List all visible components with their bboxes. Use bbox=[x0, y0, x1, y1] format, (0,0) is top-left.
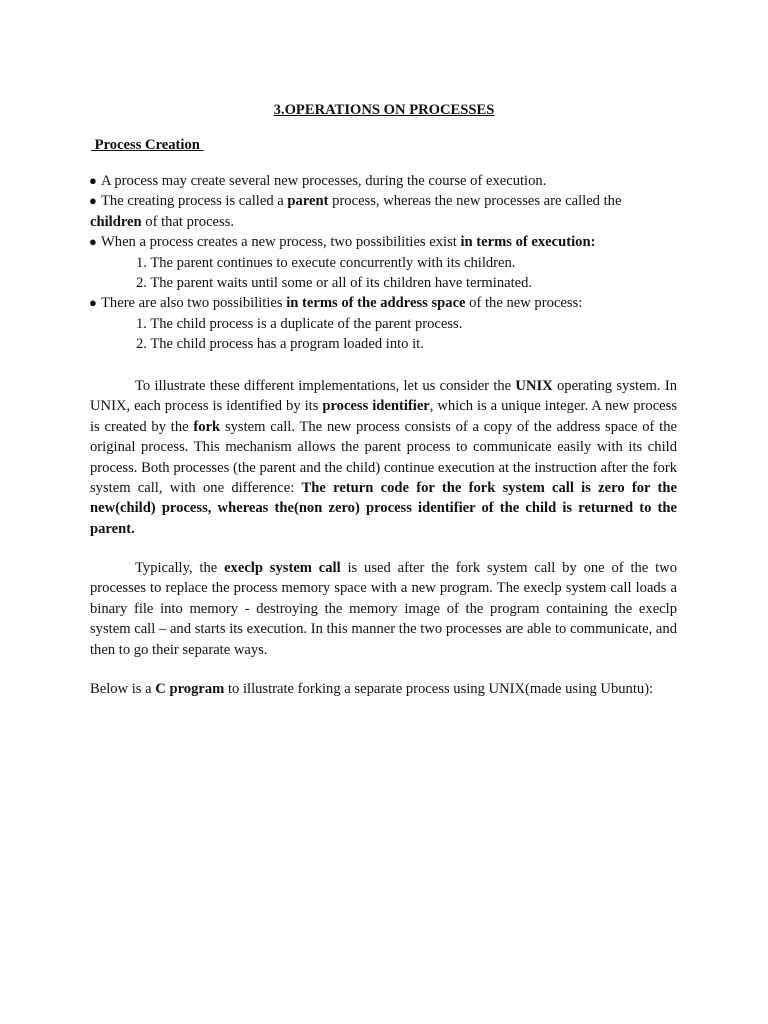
bullet-icon: ● bbox=[89, 234, 97, 250]
sub-item: 2. The child process has a program loaded into it. bbox=[136, 336, 424, 353]
bullet-icon: ● bbox=[89, 295, 97, 311]
bold-term: in terms of the address space bbox=[286, 295, 466, 312]
bullet-item bbox=[89, 171, 689, 191]
bullet-icon: ● bbox=[89, 193, 97, 209]
bullet-text: There are also two possibilities in terms of the address space of the new process: bbox=[101, 295, 583, 312]
bullet-continuation: children of that process. bbox=[90, 213, 235, 230]
bullet-text: A process may create several new processes, during the course of execution. bbox=[101, 173, 547, 189]
sub-item: 2. The parent waits until some or all of its children have terminated. bbox=[136, 275, 533, 292]
page-title: 3.OPERATIONS ON PROCESSES bbox=[273, 102, 495, 118]
bullet-item bbox=[89, 232, 689, 252]
paragraph-unix-fork: To illustrate these different implementations, let us consider the UNIX operating system. In UNIX, each process is identified by its process identifier, which is a unique integer. A new process is created by the fork system call. The new process consists of a copy of the address space of the original process. This mechanism allows the parent process to communicate easily with its child process. Both processes (the parent and the child) continue execution at the instruction after the fork system call, with one difference: The return code for the fork system call is zero for the new(child) process, whereas the(non zero) process identifier of the child is returned to the parent. bbox=[90, 378, 678, 537]
bullet-list bbox=[89, 171, 689, 355]
bold-term: in terms of execution: bbox=[460, 234, 596, 251]
bullet-item bbox=[89, 191, 689, 211]
sub-item: 1. The child process is a duplicate of the parent process. bbox=[136, 315, 463, 332]
bullet-icon: ● bbox=[89, 173, 97, 188]
bullet-item bbox=[89, 293, 689, 313]
bold-term: children bbox=[90, 213, 142, 230]
section-heading: Process Creation bbox=[91, 137, 204, 153]
paragraph-execlp: Typically, the execlp system call is used after the fork system call by one of the two processes to replace the process memory space with a new program. The execlp system call loads a binary file into memory - destroying the memory image of the program containing the execlp system call – and starts its execution. In this manner the two processes are able to communicate, and then to go their separate ways. bbox=[90, 560, 677, 658]
bullet-text: When a process creates a new process, two possibilities exist in terms of execution: bbox=[101, 234, 596, 251]
sub-item: 1. The parent continues to execute concurrently with its children. bbox=[136, 254, 516, 271]
paragraph-c-program-intro: Below is a C program to illustrate forking a separate process using UNIX(made using Ubuntu): bbox=[90, 681, 654, 697]
bullet-text: The creating process is called a parent process, whereas the new processes are called the bbox=[101, 193, 622, 210]
bold-term: parent bbox=[287, 193, 329, 210]
